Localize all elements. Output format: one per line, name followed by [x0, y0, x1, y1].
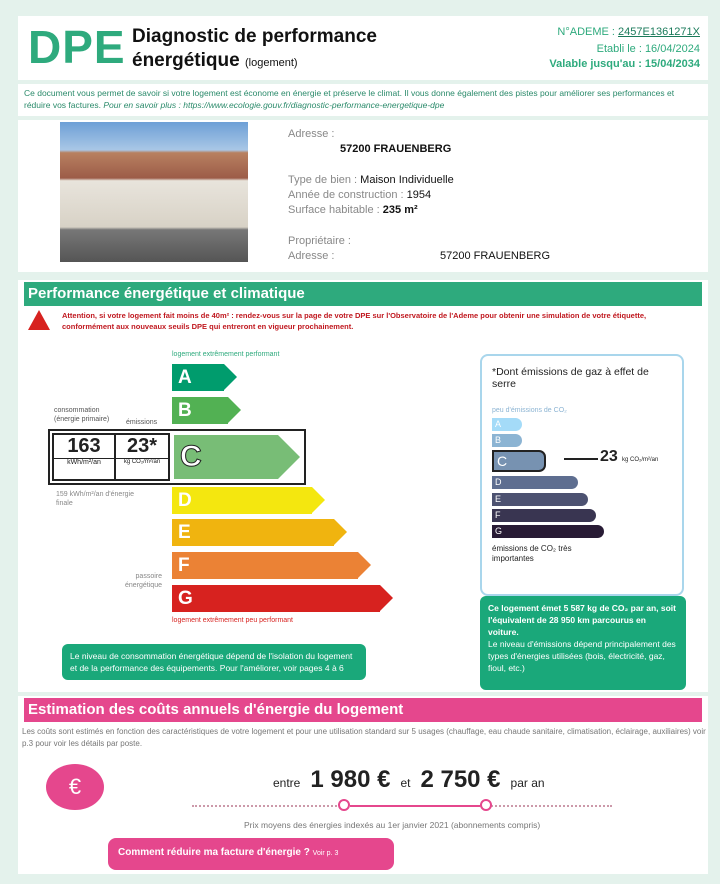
header: [18, 16, 708, 80]
passoire-label: passoire énergétique: [125, 573, 162, 589]
ges-class-G: G: [492, 525, 604, 538]
property-info: [18, 120, 708, 272]
energy-class-A: A: [172, 364, 224, 391]
warning-text: Attention, si votre logement fait moins de 40m² : rendez-vous sur la page de votre DPE sur l'Observatoire de l'Ademe pour obtenir une simulation de votre étiquette, conformément aux nouveaux seuils DPE qui entreront en vigueur prochainement.: [62, 311, 647, 331]
year-value: 1954: [406, 189, 432, 201]
conso-label: consommation (énergie primaire): [54, 407, 110, 423]
cost-range-line: [350, 805, 480, 807]
conso-unit: kWh/m²/an: [54, 458, 114, 466]
conso-cell: [54, 435, 116, 479]
owner-address-label: Adresse :: [288, 250, 335, 262]
owner-label: Propriétaire :: [288, 235, 351, 247]
co2-tip-bold: Ce logement émet 5 587 kg de CO₂ par an, soit l'équivalent de 28 950 km parcourus en voiture.: [488, 603, 677, 637]
bottom-label: logement extrêmement peu performant: [172, 617, 294, 624]
cost-max-marker: [480, 799, 492, 811]
et-label: et: [400, 776, 411, 790]
cost-range: [273, 766, 545, 794]
warning-icon: [28, 310, 50, 330]
year-label: Année de construction :: [288, 189, 404, 201]
surface-row: [288, 204, 418, 216]
page-title: Diagnostic de performance: [132, 26, 377, 47]
emis-cell: [116, 435, 168, 479]
etabli-date: Etabli le : 16/04/2024: [596, 43, 700, 55]
ges-class-F: F: [492, 509, 596, 522]
ges-unit: kg CO₂/m²/an: [622, 457, 659, 463]
ges-pointer: [564, 458, 598, 460]
costs-section: [18, 696, 708, 874]
costs-desc: Les coûts sont estimés en fonction des caractéristiques de votre logement et pour une utilisation standard sur 5 usages (chauffage, eau chaude sanitaire, climatisation, éclairage, auxiliaires) voir p.3 pour voir les détails par poste.: [22, 727, 706, 748]
final-energy: 159 kWh/m²/an d'énergie finale: [56, 491, 134, 507]
reduce-bill-label: Comment réduire ma facture d'énergie ?: [118, 847, 310, 858]
address-label: Adresse :: [288, 128, 335, 140]
entre-label: entre: [273, 776, 301, 790]
owner-city: 57200 FRAUENBERG: [440, 250, 551, 262]
title-suffix: (logement): [244, 57, 298, 69]
ademe-link[interactable]: 2457E1361271X: [618, 26, 700, 38]
type-value: Maison Individuelle: [360, 174, 454, 186]
type-row: [288, 174, 454, 186]
ges-class-C: C: [492, 450, 546, 472]
ges-panel: [480, 354, 684, 596]
piggy-bank-icon: €: [46, 764, 104, 810]
prix-note: Prix moyens des énergies indexés au 1er janvier 2021 (abonnements compris): [244, 820, 541, 830]
address-city: 57200 FRAUENBERG: [340, 143, 452, 155]
ges-top-label: peu d'émissions de CO₂: [492, 407, 567, 414]
top-label: logement extrêmement performant: [172, 351, 280, 358]
co2-tip: [480, 596, 686, 690]
cost-max: 2 750 €: [420, 766, 501, 793]
surface-label: Surface habitable :: [288, 204, 380, 216]
surface-value: 235 m²: [382, 204, 418, 216]
energy-class-F: F: [172, 552, 358, 579]
ges-value: 23: [600, 448, 618, 465]
intro-link[interactable]: Pour en savoir plus : https://www.ecologie.gouv.fr/diagnostic-performance-energetique-dpe: [103, 100, 445, 110]
ademe-number: [557, 26, 700, 38]
energy-class-D: D: [172, 487, 312, 514]
conso-box: [52, 433, 170, 481]
performance-title: Performance énergétique et climatique: [24, 282, 702, 306]
energy-class-E: E: [172, 519, 334, 546]
year-row: [288, 189, 431, 201]
ges-class-D: D: [492, 476, 578, 489]
dpe-logo: DPE: [28, 21, 126, 73]
ges-bottom-label: émissions de CO₂ très importantes: [492, 544, 572, 563]
house-photo: [60, 122, 248, 262]
emis-label: émissions: [126, 419, 158, 426]
cost-min-marker: [338, 799, 350, 811]
par-an-label: par an: [510, 776, 545, 790]
ges-class-A: A: [492, 418, 522, 431]
emis-value: 23*: [126, 435, 158, 457]
intro-text: Ce document vous permet de savoir si votre logement est économe en énergie et préserve le climat. Il vous donne également des pistes pour améliorer ses performances et réduire vos factures.: [24, 88, 675, 110]
costs-title: Estimation des coûts annuels d'énergie du logement: [24, 698, 702, 722]
energy-class-C: C: [174, 435, 278, 479]
valid-date: Valable jusqu'au : 15/04/2034: [549, 58, 700, 70]
conso-tip: Le niveau de consommation énergétique dépend de l'isolation du logement et de la performance des équipements. Pour l'améliorer, voir pages 4 à 6: [62, 644, 366, 680]
reduce-bill-button[interactable]: [108, 838, 394, 870]
ges-class-B: B: [492, 434, 522, 447]
emis-unit: kg CO₂/m²/an: [116, 458, 168, 465]
page-title-2: [132, 50, 298, 72]
conso-value: 163: [67, 435, 101, 457]
type-label: Type de bien :: [288, 174, 358, 186]
title-line2: énergétique: [132, 50, 240, 71]
performance-section: [18, 280, 708, 692]
energy-class-G: G: [172, 585, 380, 612]
ges-note: *Dont émissions de gaz à effet de serre: [492, 366, 649, 390]
cost-min: 1 980 €: [310, 766, 391, 793]
ges-class-E: E: [492, 493, 588, 506]
reduce-bill-ref: Voir p. 3: [312, 850, 339, 857]
energy-class-B: B: [172, 397, 228, 424]
ademe-label: N°ADEME :: [557, 26, 615, 38]
co2-tip-text: Le niveau d'émissions dépend principalement des types d'énergies utilisées (bois, électricité, gaz, fioul, etc.): [488, 639, 676, 673]
intro: [18, 84, 708, 116]
